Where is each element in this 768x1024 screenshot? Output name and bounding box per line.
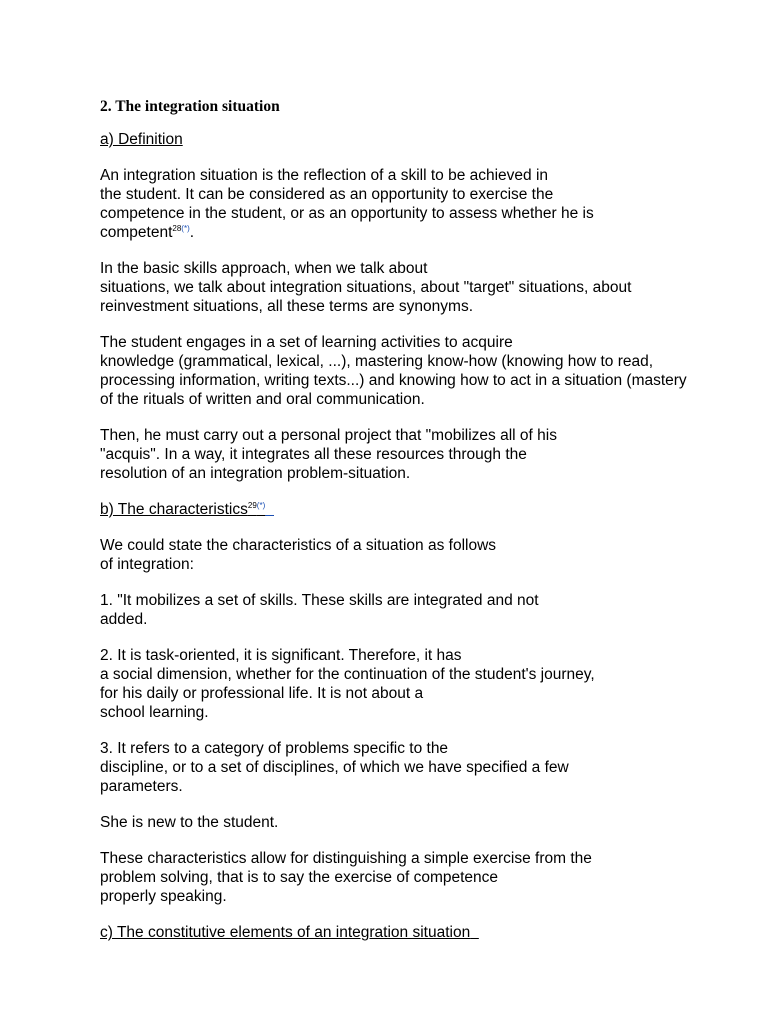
paragraph-definition-1	[100, 166, 740, 242]
subsection-title-constitutive-elements	[100, 923, 740, 942]
paragraph-characteristic-2	[100, 646, 740, 722]
text-line: properly speaking.	[100, 888, 227, 905]
subsection-title-characteristics	[100, 500, 740, 519]
footnote-link[interactable]: (*)	[256, 500, 266, 510]
paragraph-definition-3	[100, 333, 740, 409]
text-line: 2. It is task-oriented, it is significant. Therefore, it has	[100, 647, 462, 664]
subsection-title-text: b) The characteristics	[100, 501, 248, 518]
paragraph-characteristics-summary	[100, 849, 740, 906]
footnote-link[interactable]: (*)	[181, 223, 190, 233]
text-line: added.	[100, 611, 148, 628]
text-line: Then, he must carry out a personal project that "mobilizes all of his	[100, 427, 557, 444]
text-line: We could state the characteristics of a situation as follows	[100, 537, 497, 554]
section-heading: 2. The integration situation	[100, 98, 280, 115]
document-page	[100, 97, 740, 959]
subsection-title-definition: a) Definition	[100, 131, 183, 148]
text-line: competence in the student, or as an opportunity to assess whether he is	[100, 205, 594, 222]
text-line: school learning.	[100, 704, 209, 721]
paragraph-characteristics-intro	[100, 536, 740, 574]
text-line: "acquis". In a way, it integrates all these resources through the	[100, 446, 527, 463]
text-line	[100, 223, 740, 242]
text-line: 1. "It mobilizes a set of skills. These skills are integrated and not	[100, 592, 539, 609]
paragraph-characteristic-new	[100, 813, 740, 832]
footnote-reference-29[interactable]: 29(*)	[247, 500, 266, 510]
text-line: An integration situation is the reflection of a skill to be achieved in	[100, 167, 549, 184]
text-line: discipline, or to a set of disciplines, of which we have specified a few	[100, 759, 569, 776]
text-line: She is new to the student.	[100, 814, 279, 831]
text-line: parameters.	[100, 778, 183, 795]
footnote-reference-28[interactable]: 28(*)	[172, 223, 190, 233]
text-line: In the basic skills approach, when we talk about	[100, 260, 428, 277]
text-line: The student engages in a set of learning activities to acquire	[100, 334, 513, 351]
text-line: knowledge (grammatical, lexical, ...), mastering know-how (knowing how to read,	[100, 353, 654, 370]
underline-trail	[265, 501, 274, 518]
text-line: resolution of an integration problem-situation.	[100, 465, 411, 482]
text-fragment: competent	[100, 224, 173, 241]
text-line: the student. It can be considered as an opportunity to exercise the	[100, 186, 554, 203]
paragraph-definition-4	[100, 426, 740, 483]
text-line: situations, we talk about integration situations, about "target" situations, about	[100, 279, 632, 296]
text-fragment: .	[189, 224, 195, 241]
text-line: 3. It refers to a category of problems specific to the	[100, 740, 449, 757]
text-line: of the rituals of written and oral communication.	[100, 391, 425, 408]
paragraph-definition-2	[100, 259, 740, 316]
text-line: These characteristics allow for distinguishing a simple exercise from the	[100, 850, 592, 867]
text-line: for his daily or professional life. It is not about a	[100, 685, 424, 702]
subsection-title-text: c) The constitutive elements of an integration situation	[100, 924, 471, 941]
text-line: of integration:	[100, 556, 194, 573]
text-line: problem solving, that is to say the exercise of competence	[100, 869, 499, 886]
paragraph-characteristic-3	[100, 739, 740, 796]
text-line: a social dimension, whether for the continuation of the student's journey,	[100, 666, 595, 683]
text-line: reinvestment situations, all these terms are synonyms.	[100, 298, 474, 315]
paragraph-characteristic-1	[100, 591, 740, 629]
text-line: processing information, writing texts...) and knowing how to act in a situation (mastery	[100, 372, 687, 389]
